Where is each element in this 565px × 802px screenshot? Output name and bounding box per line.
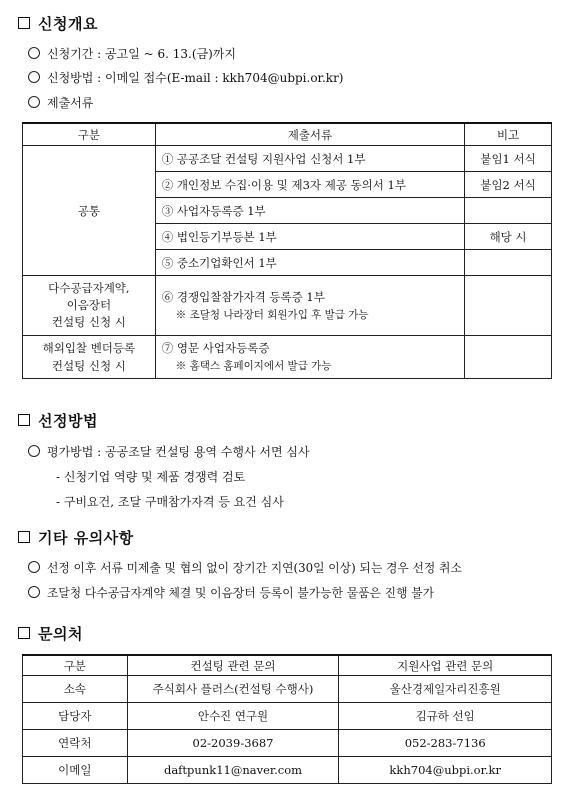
group-line: 컨설팅 신청 시 [51, 315, 126, 329]
cell: 울산경제일자리진흥원 [339, 676, 552, 703]
table-header: 컨설팅 관련 문의 [127, 655, 339, 676]
notes-item [28, 559, 462, 576]
circle-bullet-icon [28, 561, 40, 573]
table-header: 구분 [23, 655, 128, 676]
method-text: 신청방법 : 이메일 접수(E-mail : kkh704@ubpi.or.kr) [47, 71, 344, 85]
overview-documents [28, 94, 93, 111]
note-cell [465, 198, 552, 224]
row-label: 연락처 [23, 730, 128, 757]
doc-cell [155, 336, 464, 379]
selection-method [28, 443, 310, 460]
selection-item: - 신청기업 역량 및 제품 경쟁력 검토 [56, 470, 246, 484]
table-header: 비고 [465, 123, 552, 146]
overview-period [28, 45, 236, 62]
doc-cell: ② 개인정보 수집·이용 및 제3자 제공 동의서 1부 [155, 172, 464, 198]
notes-item [28, 584, 434, 601]
cell: 주식회사 플러스(컨설팅 수행사) [127, 676, 339, 703]
cell: 02-2039-3687 [127, 730, 339, 757]
note-cell: 붙임2 서식 [465, 172, 552, 198]
note-cell: 해당 시 [465, 224, 552, 250]
circle-bullet-icon [28, 445, 40, 457]
doc-cell [155, 276, 464, 336]
table-header: 구분 [23, 123, 156, 146]
group-common: 공통 [23, 146, 156, 276]
checkbox-square-icon [18, 627, 30, 639]
checkbox-square-icon [18, 17, 30, 29]
cell: 김규하 선임 [339, 703, 552, 730]
circle-bullet-icon [28, 47, 40, 59]
table-row [23, 703, 552, 730]
selection-item: - 구비요건, 조달 구매참가자격 등 요건 심사 [56, 495, 284, 509]
circle-bullet-icon [28, 96, 40, 108]
section-title-text: 선정방법 [38, 412, 98, 430]
notes-text: 선정 이후 서류 미제출 및 협의 없이 장기간 지연(30일 이상) 되는 경우 선정 취소 [47, 561, 462, 575]
circle-bullet-icon [28, 71, 40, 83]
section-title-text: 문의처 [38, 625, 83, 643]
row-label: 소속 [23, 676, 128, 703]
section-title-contact [18, 623, 83, 644]
email-cell: kkh704@ubpi.or.kr [339, 757, 552, 784]
section-title-text: 신청개요 [38, 15, 98, 33]
table-row [23, 757, 552, 784]
group-line: 해외입찰 벤더등록 [42, 341, 136, 355]
overview-method [28, 69, 343, 86]
section-title-selection [18, 410, 98, 431]
doc-text: ⑦ 영문 사업자등록증 [161, 341, 270, 355]
doc-cell: ① 공공조달 컨설팅 지원사업 신청서 1부 [155, 146, 464, 172]
notes-text: 조달청 다수공급자계약 체결 및 이음장터 등록이 불가능한 물품은 진행 불가 [47, 586, 435, 600]
method-text: 평가방법 : 공공조달 컨설팅 용역 수행사 서면 심사 [47, 445, 310, 459]
note-cell [465, 336, 552, 379]
table-row [23, 276, 552, 336]
table-header: 지원사업 관련 문의 [339, 655, 552, 676]
section-title-notes [18, 527, 134, 548]
table-row [23, 146, 552, 172]
checkbox-square-icon [18, 531, 30, 543]
table-row [23, 336, 552, 379]
section-title-text: 기타 유의사항 [38, 529, 134, 547]
cell: 052-283-7136 [339, 730, 552, 757]
note-cell [465, 250, 552, 276]
group-mas [23, 276, 156, 336]
doc-note: ※ 홈택스 홈페이지에서 발급 가능 [175, 360, 332, 372]
contact-table [22, 654, 552, 784]
group-line: 다수공급자계약, [48, 281, 130, 295]
table-row [23, 676, 552, 703]
documents-table [22, 122, 552, 379]
cell: 안수진 연구원 [127, 703, 339, 730]
doc-cell: ③ 사업자등록증 1부 [155, 198, 464, 224]
row-label: 담당자 [23, 703, 128, 730]
group-line: 이음장터 [66, 298, 112, 312]
doc-cell: ⑤ 중소기업확인서 1부 [155, 250, 464, 276]
documents-text: 제출서류 [47, 96, 94, 110]
email-cell: daftpunk11@naver.com [127, 757, 339, 784]
doc-cell: ④ 법인등기부등본 1부 [155, 224, 464, 250]
table-row [23, 730, 552, 757]
period-text: 신청기간 : 공고일 ~ 6. 13.(금)까지 [47, 47, 236, 61]
circle-bullet-icon [28, 586, 40, 598]
row-label: 이메일 [23, 757, 128, 784]
group-line: 컨설팅 신청 시 [51, 359, 126, 373]
doc-text: ⑥ 경쟁입찰참가자격 등록증 1부 [161, 289, 325, 304]
doc-note: ※ 조달청 나라장터 회원가입 후 발급 가능 [175, 308, 369, 321]
checkbox-square-icon [18, 414, 30, 426]
note-cell [465, 276, 552, 336]
group-overseas [23, 336, 156, 379]
section-title-overview [18, 13, 98, 34]
table-header: 제출서류 [155, 123, 464, 146]
note-cell: 붙임1 서식 [465, 146, 552, 172]
